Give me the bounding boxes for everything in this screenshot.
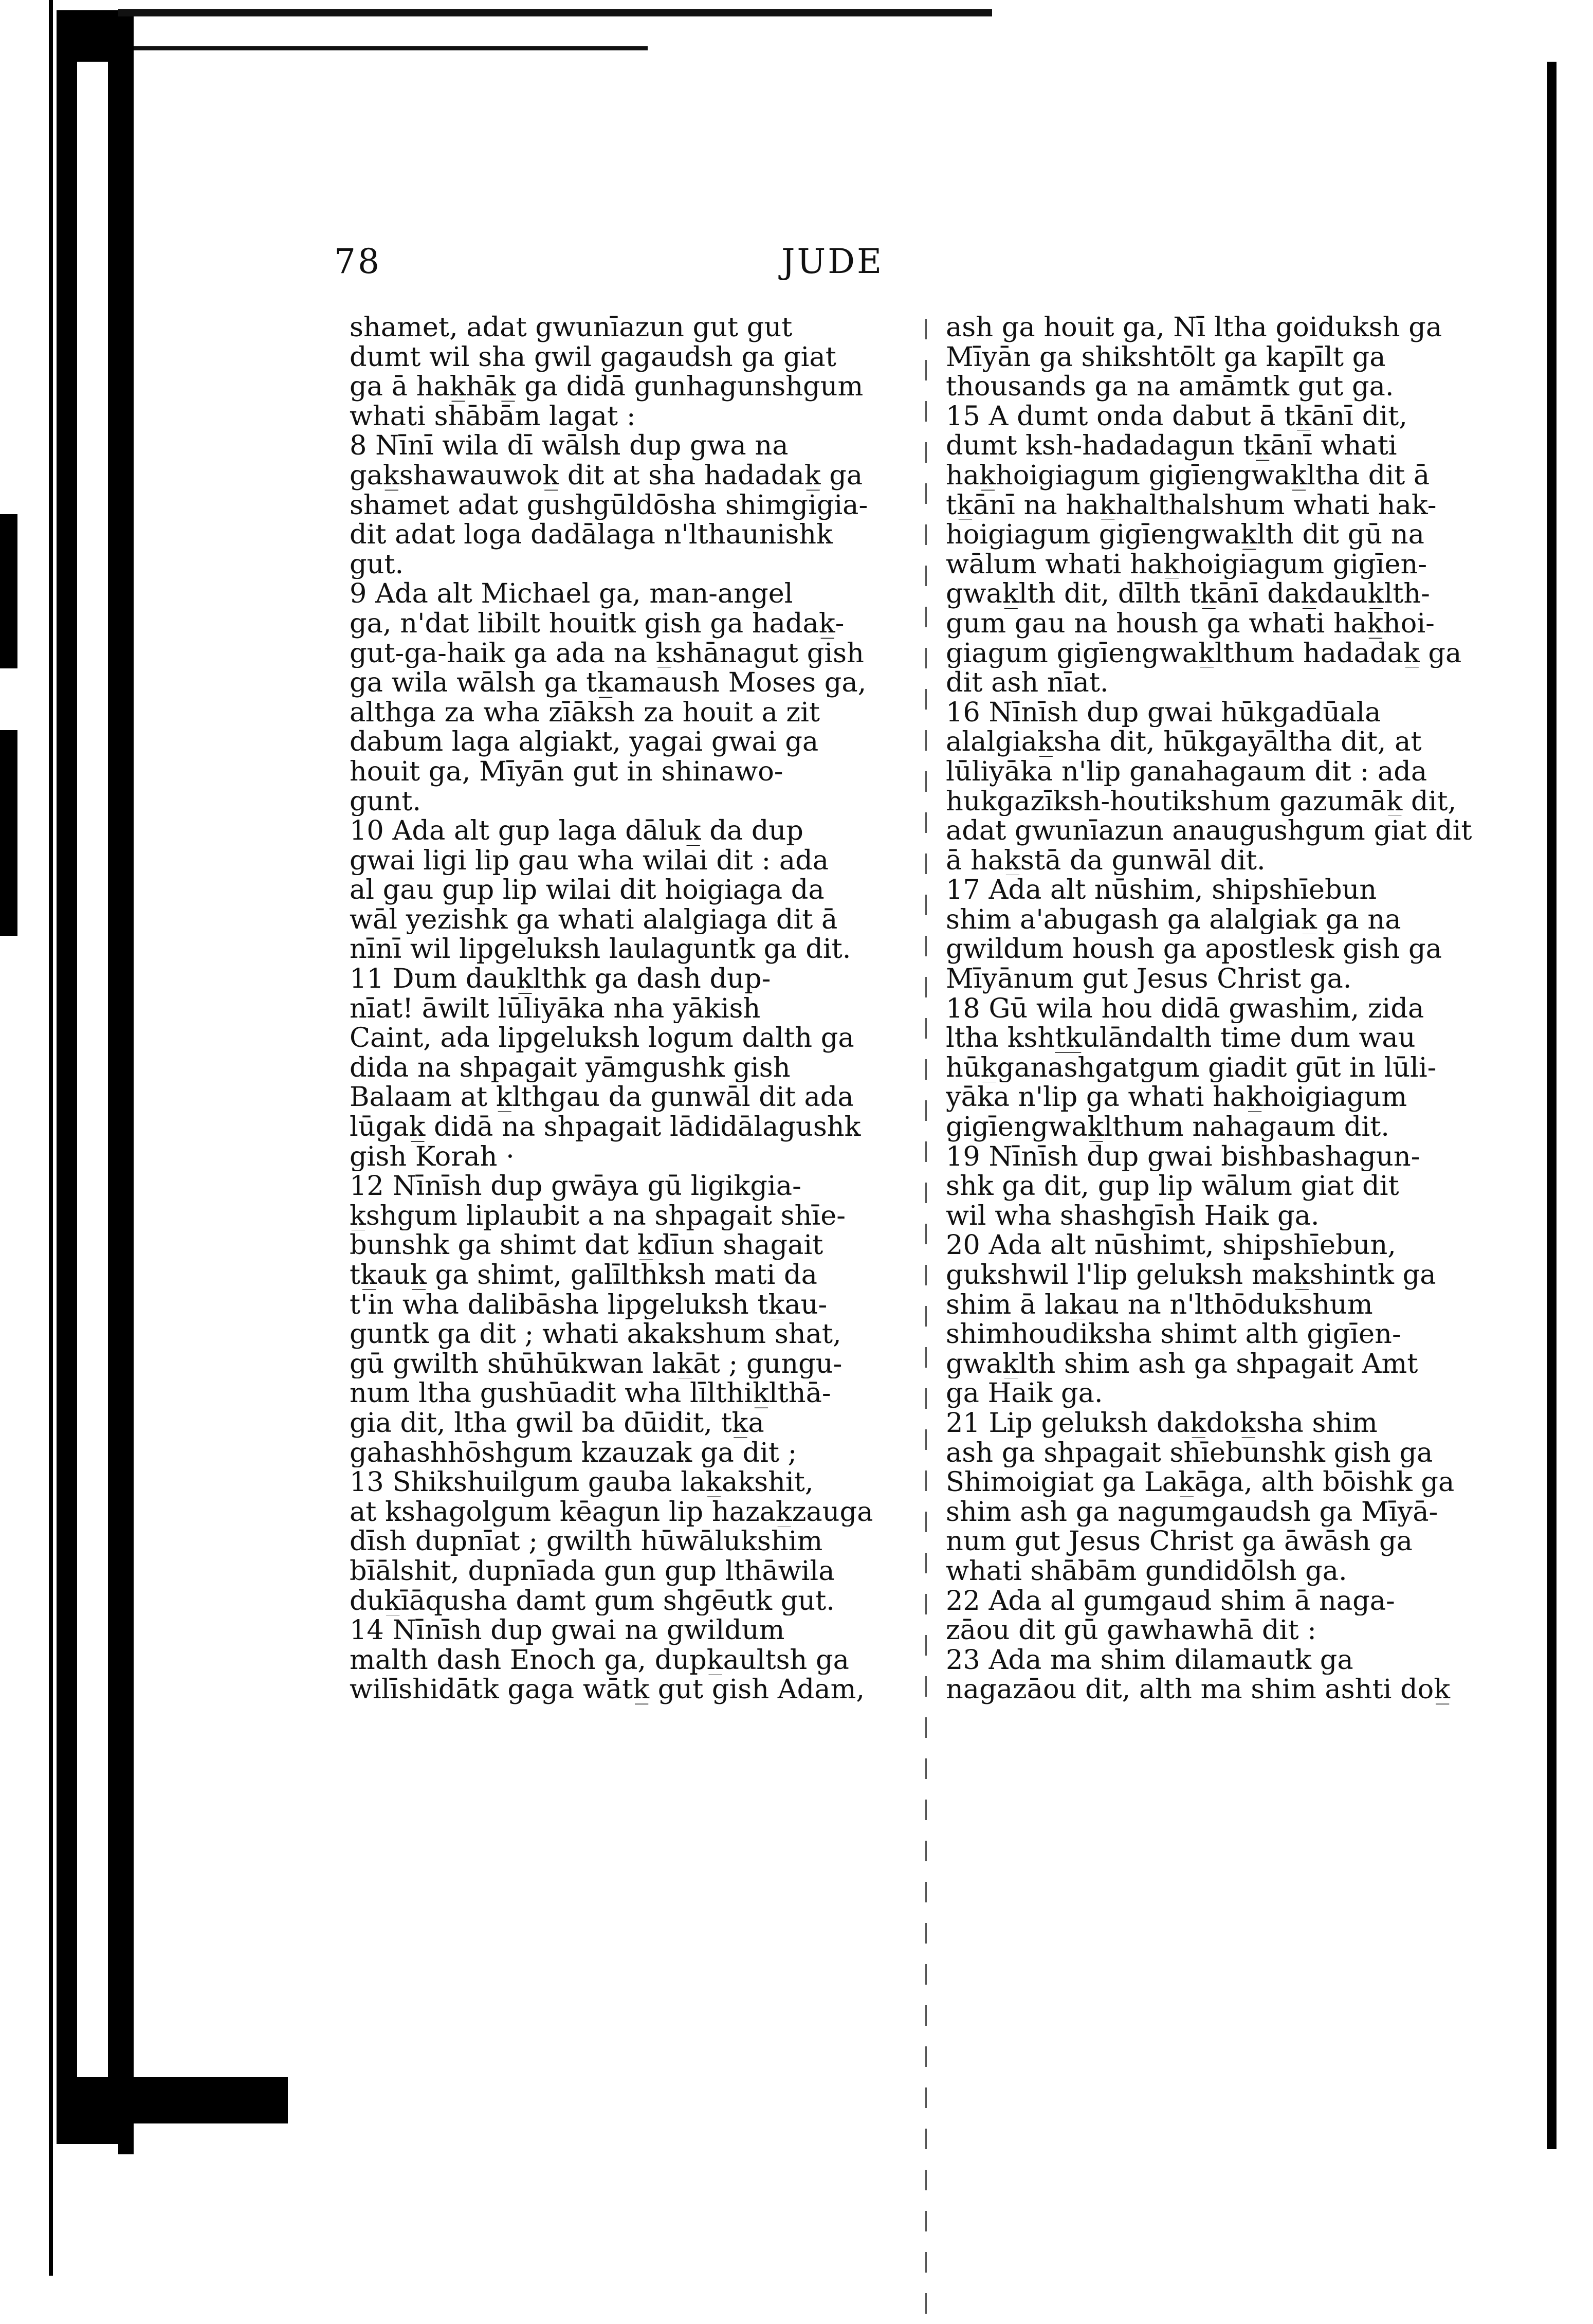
text-line: lūliyāka n'lip ganahagaum dit : ada [946,756,1427,787]
text-line: gahashhōshgum kzauzak ga dit ; [350,1438,797,1468]
right-edge-shadow [1547,62,1557,2149]
text-line: zāou dit gū gawhawhā dit : [946,1615,1316,1645]
text-line: bunshk ga shimt dat k̲dīun shagait [350,1230,823,1260]
text-line: ga, n'dat libilt houitk gish ga hadak̲- [350,608,845,639]
text-line: nagazāou dit, alth ma shim ashti dok̲ [946,1675,1451,1704]
text-line: gia dit, ltha gwil ba dūidit, tk̲a [350,1408,764,1438]
text-line: Caint, ada lipgeluksh logum dalth ga [350,1023,854,1053]
text-line: gū gwilth shūhūkwan lak̲āt ; gungu- [350,1349,843,1379]
text-line: adat gwunīazun anaugushgum giat dit [946,816,1472,846]
page-header [334,242,1054,288]
text-line: Shimoigiat ga Lak̲āga, alth bōishk ga [946,1467,1455,1497]
text-line: thousands ga na amāmtk gut ga. [946,372,1394,402]
text-line: 12 Nīnīsh dup gwāya gū ligikgia- [350,1171,801,1201]
right-text-column [946,313,1527,1704]
text-line: dit adat loga dadālaga n'lthaunishk [350,520,833,550]
text-line: shim a'abugash ga alalgiak̲ ga na [946,904,1401,935]
text-line: gak̲shawauwok̲ dit at sha hadadak̲ ga [350,460,863,491]
text-line: dida na shpagait yāmgushk gish [350,1052,791,1083]
text-line: shamet adat gushgūldōsha shimgigia- [350,490,868,520]
text-line: nīnī wil lipgeluksh laulaguntk ga dit. [350,934,851,965]
text-line: tk̲auk̲ ga shimt, galīlthksh mati da [350,1260,817,1290]
text-line: 13 Shikshuilgum gauba lak̲akshit, [350,1467,814,1497]
text-line: Mīyān ga shikshtōlt ga kapīlt ga [946,342,1386,372]
text-line: althga za wha zīāksh za houit a zit [350,697,820,728]
text-line: guntk ga dit ; whati akakshum shat, [350,1319,841,1349]
text-line: lūgak̲ didā na shpagait lādidālagushk [350,1112,861,1142]
margin-mark [0,730,17,936]
page-edge-shadow [49,0,53,2276]
text-line: shamet, adat gwunīazun gut gut [350,313,793,342]
spine-stripe [118,15,134,2154]
left-text-column [350,313,905,1704]
text-line: whati shābām gundidōlsh ga. [946,1556,1347,1586]
text-line: 19 Nīnīsh dup gwai bishbashagun- [946,1141,1420,1172]
text-line: 9 Ada alt Michael ga, man-angel [350,579,793,609]
text-line: ga ā hak̲hāk̲ ga didā gunhagunshgum [350,372,864,402]
text-line: 23 Ada ma shim dilamautk ga [946,1645,1353,1675]
text-line: hukgazīksh-houtikshum gazumāk̲ dit, [946,786,1457,816]
text-line: shimhoudiksha shimt alth gigīen- [946,1319,1401,1349]
text-line: ash ga shpagait shīebunshk gish ga [946,1438,1433,1468]
text-line: bīālshit, dupnīada gun gup lthāwila [350,1556,835,1586]
text-line: gwildum housh ga apostlesk gish ga [946,934,1442,965]
text-line: 22 Ada al gumgaud shim ā naga- [946,1586,1395,1616]
text-line: dabum laga algiakt, yagai gwai ga [350,727,819,757]
text-line: t'in wha dalibāsha lipgeluksh tk̲au- [350,1290,828,1320]
text-line: at kshagolgum kēagun lip hazak̲zauga [350,1497,873,1527]
text-line: gwai ligi lip gau wha wilai dit : ada [350,845,829,876]
text-line: gukshwil l'lip geluksh mak̲shintk ga [946,1260,1436,1290]
text-line: ash ga houit ga, Nī ltha goiduksh ga [946,313,1442,342]
text-line: wālum whati hak̲hoigiagum gigīen- [946,549,1427,579]
text-line: Balaam at k̲lthgau da gunwāl dit ada [350,1082,854,1113]
text-line: gut. [350,549,404,579]
text-line: 11 Dum dauk̲lthk ga dash dup- [350,964,771,994]
text-line: 21 Lip geluksh dak̲dok̲sha shim [946,1408,1378,1438]
text-line: num gut Jesus Christ ga āwāsh ga [946,1527,1413,1556]
text-line: gum gau na housh ga whati hak̲hoi- [946,608,1435,639]
text-line: shk ga dit, gup lip wālum giat dit [946,1171,1399,1201]
text-line: duk̲īāqusha damt gum shgēutk gut. [350,1586,835,1616]
text-line: dumt wil sha gwil gagaudsh ga giat [350,342,836,372]
text-line: gunt. [350,786,422,816]
top-edge-line [134,46,648,50]
text-line: gwak̲lth dit, dīlth tk̲ānī dak̲dauk̲lth- [946,579,1430,609]
text-line: Mīyānum gut Jesus Christ ga. [946,964,1352,994]
text-line: 18 Gū wila hou didā gwashim, zida [946,993,1424,1024]
text-line: 14 Nīnīsh dup gwai na gwildum [350,1615,785,1645]
text-line: giagum gigīengwak̲lthum hadadak̲ ga [946,638,1462,668]
text-line: 17 Ada alt nūshim, shipshīebun [946,875,1377,905]
text-line: ltha ksht̲k̲ulāndalth time dum wau [946,1023,1416,1053]
margin-mark [0,514,17,668]
text-line: hak̲hoigiagum gigīengwak̲ltha dit ā [946,460,1430,491]
text-line: num ltha gushūadit wha līlthik̲lthā- [350,1378,831,1408]
text-line: gut-ga-haik ga ada na k̲shānagut gish [350,638,864,668]
text-line: 8 Nīnī wila dī wālsh dup gwa na [350,431,789,461]
text-line: dīsh dupnīat ; gwilth hūwālukshim [350,1527,823,1556]
text-line: shim ash ga nagumgaudsh ga Mīyā- [946,1497,1438,1527]
text-line: 15 A dumt onda dabut ā tk̲ānī dit, [946,401,1407,431]
text-line: houit ga, Mīyān gut in shinawo- [350,756,783,787]
text-line: hūk̲ganashgatgum giadit gūt in lūli- [946,1052,1437,1083]
spine-bottom-shadow [57,2077,288,2123]
top-edge-shadow [118,9,992,16]
text-line: dit ash nīat. [946,668,1109,698]
spine-gap [77,62,108,2118]
text-line: malth dash Enoch ga, dupk̲aultsh ga [350,1645,849,1675]
text-line: al gau gup lip wilai dit hoigiaga da [350,875,825,905]
text-line: 10 Ada alt gup laga dāluk̲ da dup [350,816,803,846]
text-line: nīat! āwilt lūliyāka nha yākish [350,993,761,1024]
text-line: gwak̲lth shim ash ga shpagait Amt [946,1349,1418,1379]
text-line: k̲shgum liplaubit a na shpagait shīe- [350,1201,846,1231]
text-line: ā hak̲stā da gunwāl dit. [946,845,1266,876]
text-line: ga Haik ga. [946,1378,1103,1408]
running-head: JUDE [781,242,884,281]
text-line: gigīengwak̲lthum nahagaum dit. [946,1112,1389,1142]
text-line: wāl yezishk ga whati alalgiaga dit ā [350,904,838,935]
text-line: tk̲ānī na hak̲halthalshum whati hak- [946,490,1437,520]
text-line: wil wha shashgīsh Haik ga. [946,1201,1320,1231]
text-line: whati shābām lagat : [350,401,636,431]
text-line: dumt ksh-hadadagun tk̲ānī whati [946,431,1397,461]
text-line: ga wila wālsh ga tk̲amaush Moses ga, [350,668,867,698]
page-number: 78 [334,242,381,281]
text-line: alalgiak̲sha dit, hūkgayāltha dit, at [946,727,1422,757]
text-line: 16 Nīnīsh dup gwai hūkgadūala [946,697,1381,728]
text-line: 20 Ada alt nūshimt, shipshīebun, [946,1230,1396,1260]
text-line: gish Korah · [350,1141,515,1172]
text-line: shim ā lak̲au na n'lthōdukshum [946,1290,1373,1320]
column-divider [925,319,927,2324]
text-line: yāka n'lip ga whati hak̲hoigiagum [946,1082,1407,1113]
text-line: wilīshidātk gaga wātk̲ gut gish Adam, [350,1675,865,1704]
text-line: hoigiagum gigīengwak̲lth dit gū na [946,520,1424,550]
